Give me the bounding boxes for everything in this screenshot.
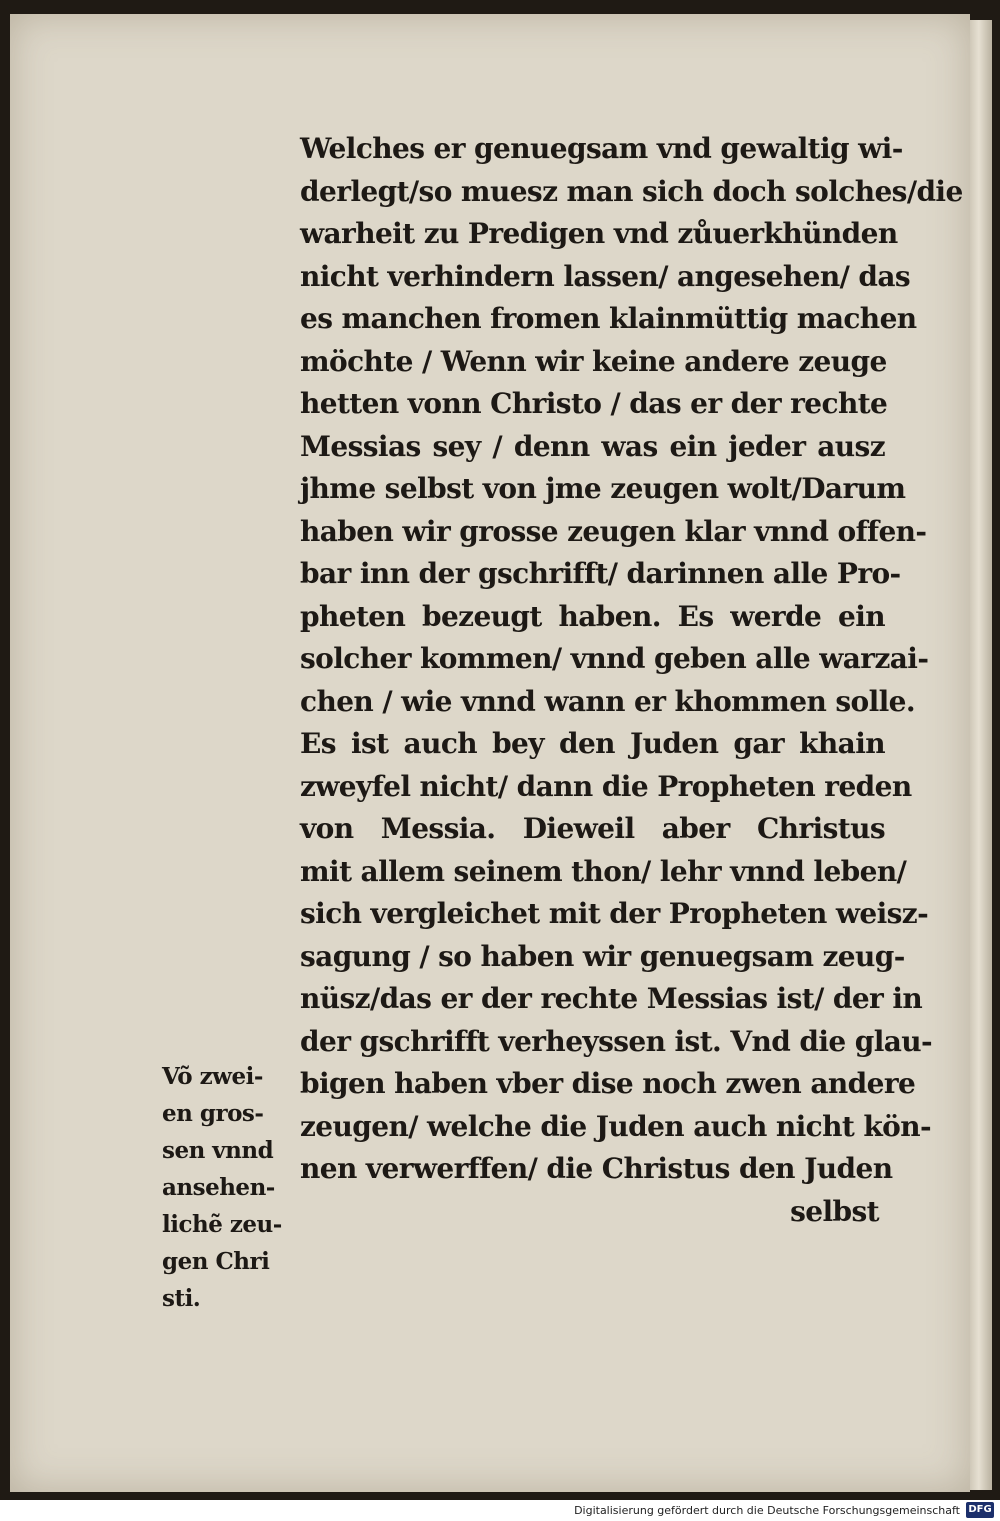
- text-line: von Messia. Dieweil aber Christus: [300, 812, 885, 845]
- dfg-logo: DFG: [966, 1502, 994, 1518]
- text-line: nüsz/das er der rechte Messias ist/ der in: [300, 982, 923, 1015]
- text-line: zeugen/ welche die Juden auch nicht kön-: [300, 1109, 931, 1143]
- text-line: der gschrifft verheyssen ist. Vnd die glau-: [300, 1024, 933, 1058]
- text-line: möchte / Wenn wir keine andere zeuge: [300, 344, 887, 378]
- text-line: sagung / so haben wir genuegsam zeug-: [300, 939, 905, 973]
- margin-note-line: sti.: [162, 1285, 201, 1312]
- text-line: mit allem seinem thon/ lehr vnnd leben/: [300, 854, 907, 888]
- margin-note-line: en gros-: [162, 1100, 264, 1127]
- margin-note-line: lichẽ zeu-: [162, 1211, 282, 1238]
- margin-note-line: sen vnnd: [162, 1137, 274, 1164]
- margin-note-line: ansehen-: [162, 1174, 275, 1201]
- text-line: zweyfel nicht/ dann die Propheten reden: [300, 769, 912, 803]
- text-line: nen verwerffen/ die Christus den Juden: [300, 1152, 893, 1185]
- margin-note-line: Võ zwei-: [162, 1063, 263, 1090]
- text-line: es manchen fromen klainmüttig machen: [300, 302, 917, 335]
- text-line: Es ist auch bey den Juden gar khain: [300, 727, 885, 760]
- margin-note-line: gen Chri: [162, 1248, 270, 1275]
- text-line: bar inn der gschrifft/ darinnen alle Pro-: [300, 557, 901, 590]
- catchword: selbst: [790, 1194, 879, 1228]
- text-line: derlegt/so muesz man sich doch solches/die: [300, 174, 963, 208]
- page-fore-edge: [970, 20, 992, 1490]
- text-line: warheit zu Predigen vnd zůuerkhünden: [300, 217, 898, 250]
- text-line: bigen haben vber dise noch zwen andere: [300, 1067, 916, 1100]
- funding-credit: Digitalisierung gefördert durch die Deutsche Forschungsgemeinschaft: [574, 1504, 960, 1517]
- text-line: Welches er genuegsam vnd gewaltig wi-: [300, 132, 903, 165]
- footer-bar: [0, 1500, 1000, 1521]
- text-line: pheten bezeugt haben. Es werde ein: [300, 599, 885, 633]
- main-text-block: [300, 128, 963, 1233]
- text-line: Messias sey / denn was ein jeder ausz: [300, 429, 885, 463]
- marginal-note: [162, 1058, 304, 1317]
- text-line: jhme selbst von jme zeugen wolt/Darum: [300, 472, 906, 505]
- text-line: solcher kommen/ vnnd geben alle warzai-: [300, 642, 929, 675]
- text-line: haben wir grosse zeugen klar vnnd offen-: [300, 514, 927, 548]
- text-line: chen / wie vnnd wann er khommen solle.: [300, 684, 916, 718]
- text-line: nicht verhindern lassen/ angesehen/ das: [300, 259, 911, 293]
- text-line: hetten vonn Christo / das er der rechte: [300, 387, 888, 420]
- text-line: sich vergleichet mit der Propheten weisz-: [300, 897, 929, 930]
